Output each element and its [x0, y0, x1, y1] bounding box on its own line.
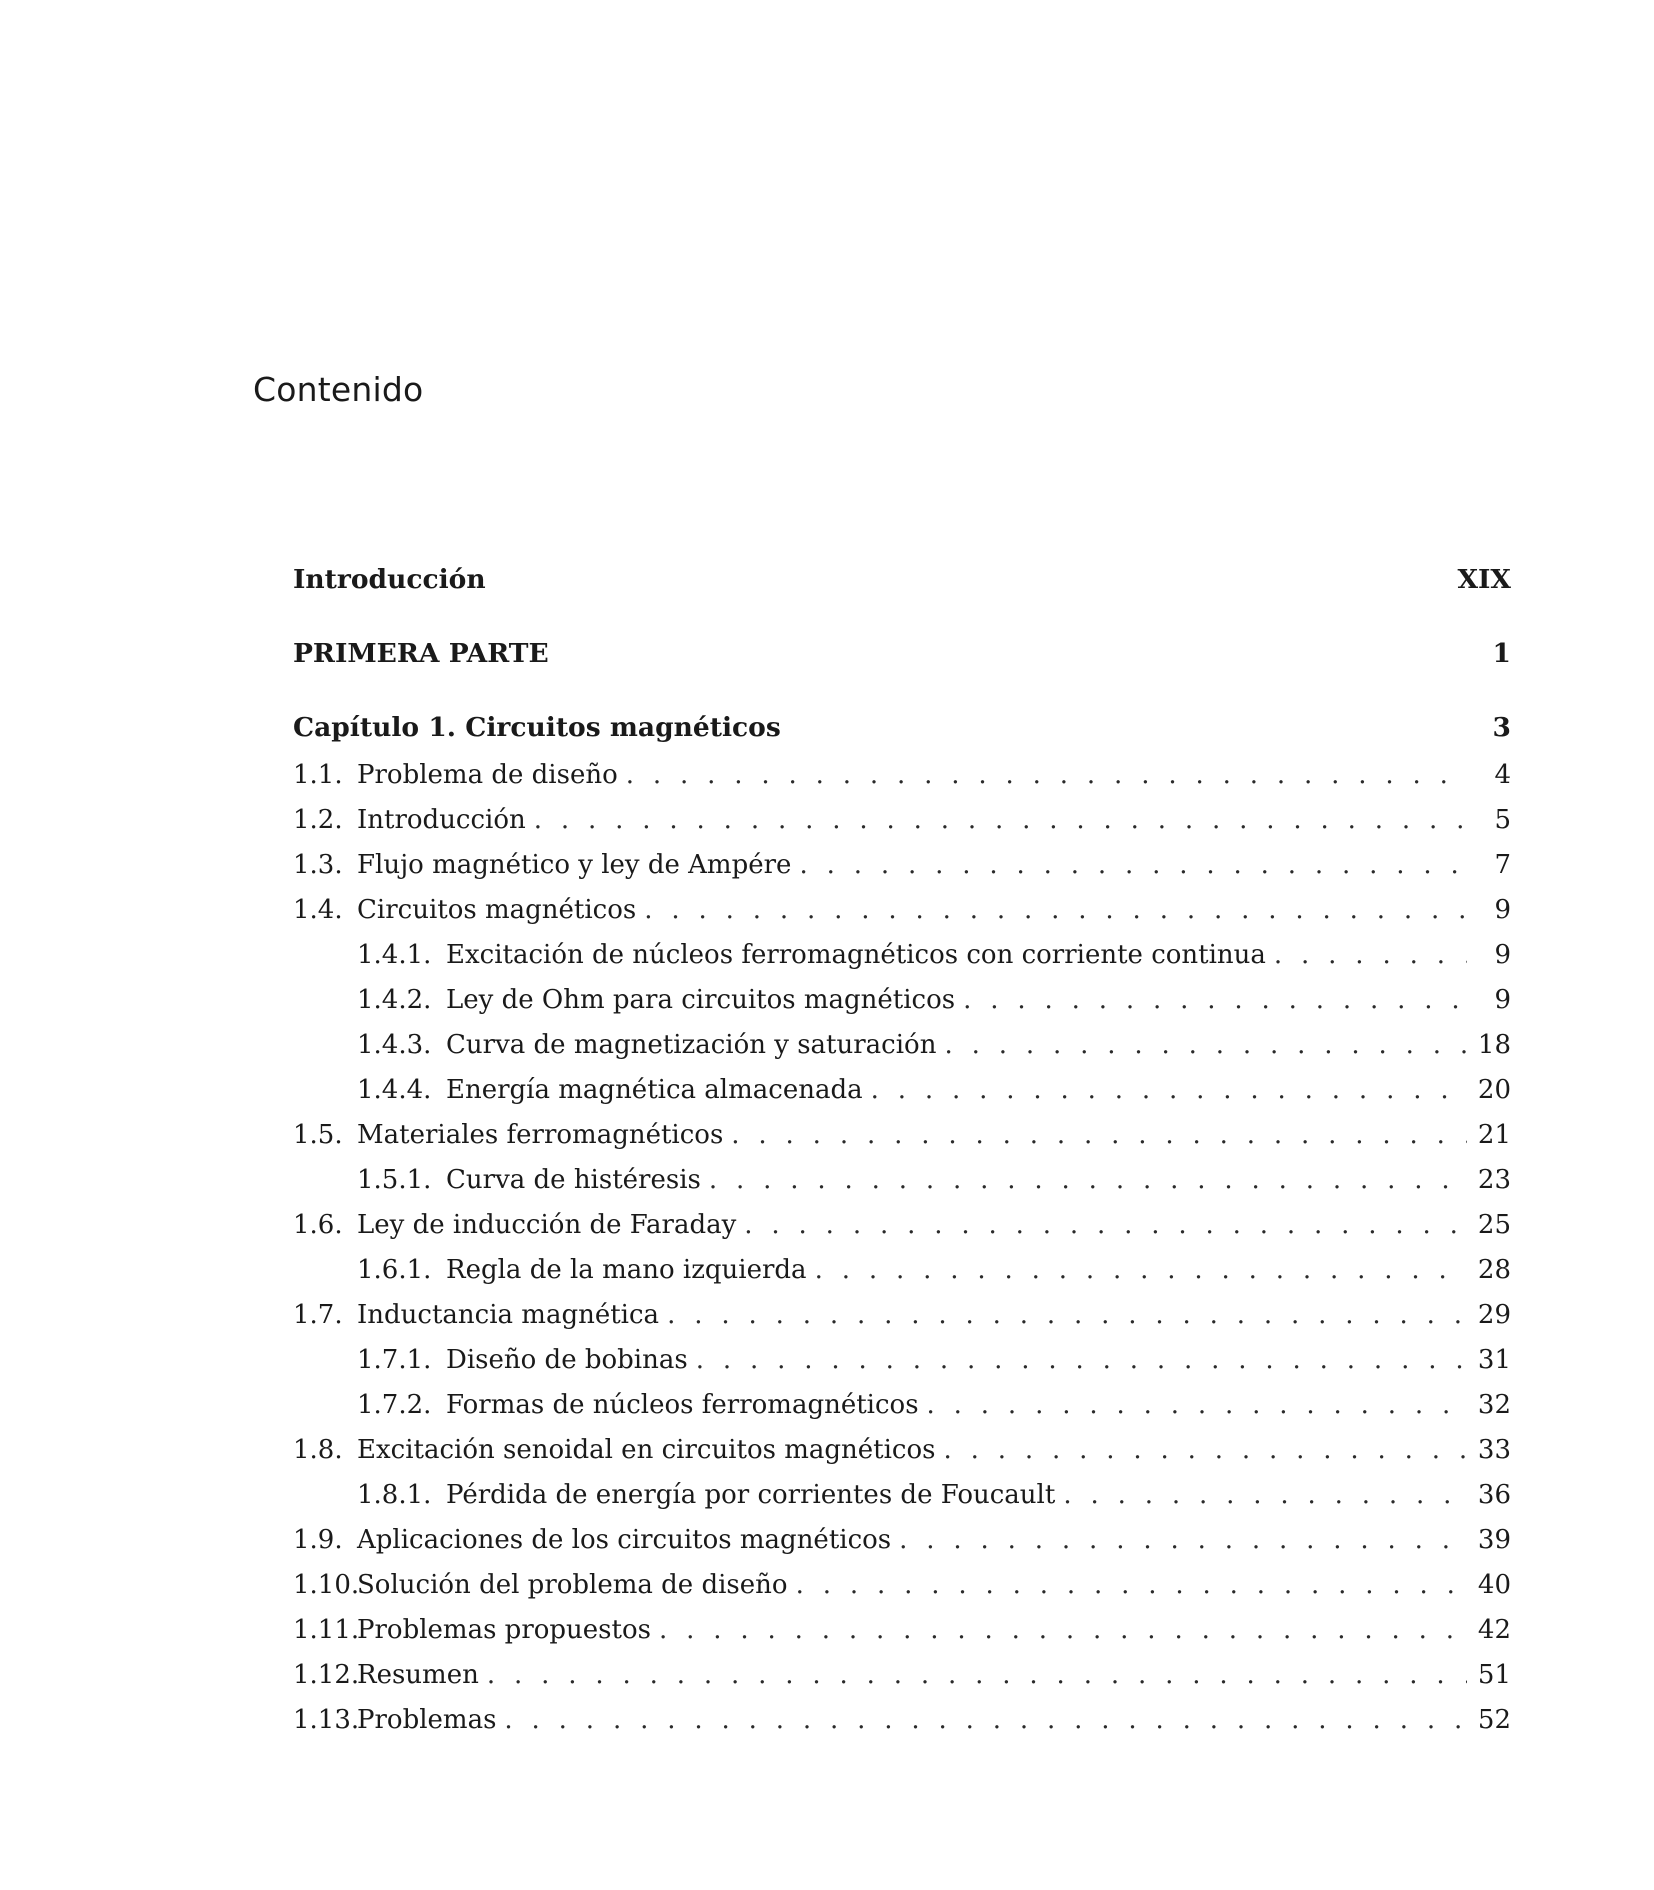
- toc-entry-number: 1.5.: [293, 1120, 343, 1150]
- toc-entry-label: Curva de histéresis: [446, 1165, 701, 1195]
- toc-entry-number: 1.11.: [293, 1615, 360, 1645]
- dot-leader: [927, 1383, 1467, 1428]
- toc-entry[interactable]: [293, 1293, 1511, 1338]
- toc-entry-label: Aplicaciones de los circuitos magnéticos: [357, 1525, 892, 1555]
- toc-entry-page: 21: [1477, 1120, 1511, 1150]
- dot-leader: [731, 1113, 1467, 1158]
- toc-entry-label: Ley de Ohm para circuitos magnéticos: [446, 985, 956, 1015]
- toc-entry-number: 1.7.2.: [357, 1390, 432, 1420]
- toc-entry-page: 9: [1494, 895, 1511, 925]
- dot-leader: [871, 1068, 1467, 1113]
- toc-entry[interactable]: [293, 1203, 1511, 1248]
- toc-entry-page: 31: [1477, 1345, 1511, 1375]
- dot-leader: [899, 1518, 1467, 1563]
- toc-entry-label: Ley de inducción de Faraday: [357, 1210, 737, 1240]
- toc-entry-label: Pérdida de energía por corrientes de Foucault: [446, 1480, 1056, 1510]
- toc-chapter-1[interactable]: [293, 703, 1511, 753]
- dot-leader: [1063, 1473, 1467, 1518]
- toc-entry-number: 1.3.: [293, 850, 343, 880]
- toc-entry-number: 1.7.1.: [357, 1345, 432, 1375]
- toc-entry-label: Circuitos magnéticos: [357, 895, 637, 925]
- toc-entry-number: 1.4.1.: [357, 940, 432, 970]
- toc-entry-number: 1.1.: [293, 760, 343, 790]
- dot-leader: [799, 843, 1467, 888]
- toc-entry-label: Flujo magnético y ley de Ampére: [357, 850, 792, 880]
- toc-entry-number: 1.13.: [293, 1705, 360, 1735]
- toc-entry-label: Inductancia magnética: [357, 1300, 660, 1330]
- dot-leader: [667, 1293, 1467, 1338]
- page-title: Contenido: [253, 370, 424, 409]
- toc-entry-number: 1.5.1.: [357, 1165, 432, 1195]
- toc-entry-page: 9: [1494, 940, 1511, 970]
- toc-entry[interactable]: [293, 1248, 1511, 1293]
- toc-entry-label: Problemas propuestos: [357, 1615, 651, 1645]
- toc-label: PRIMERA PARTE: [293, 638, 549, 669]
- toc-entry[interactable]: [293, 888, 1511, 933]
- toc-entry-label: Materiales ferromagnéticos: [357, 1120, 724, 1150]
- toc-front-primera-parte[interactable]: [293, 629, 1511, 679]
- dot-leader: [796, 1563, 1467, 1608]
- toc-entry[interactable]: [293, 1113, 1511, 1158]
- toc-entry-page: 4: [1494, 760, 1511, 790]
- toc-label: Capítulo 1. Circuitos magnéticos: [293, 712, 781, 743]
- toc-entry-number: 1.12.: [293, 1660, 360, 1690]
- toc-entry[interactable]: [293, 933, 1511, 978]
- toc-entry-number: 1.6.1.: [357, 1255, 432, 1285]
- dot-leader: [644, 888, 1467, 933]
- toc-entry[interactable]: [293, 1608, 1511, 1653]
- toc-entry-page: 23: [1477, 1165, 1511, 1195]
- dot-leader: [696, 1338, 1467, 1383]
- toc-entry[interactable]: [293, 1473, 1511, 1518]
- toc-entry-number: 1.10.: [293, 1570, 360, 1600]
- toc-entry-label: Solución del problema de diseño: [357, 1570, 788, 1600]
- toc-entry[interactable]: [293, 978, 1511, 1023]
- dot-leader: [487, 1653, 1467, 1698]
- toc-entry-page: 52: [1477, 1705, 1511, 1735]
- toc-entry-page: 29: [1477, 1300, 1511, 1330]
- toc-entry-label: Problema de diseño: [357, 760, 618, 790]
- toc-entry-label: Introducción: [357, 805, 526, 835]
- dot-leader: [709, 1158, 1467, 1203]
- toc-entry[interactable]: [293, 1653, 1511, 1698]
- toc-page: 3: [1492, 712, 1511, 743]
- toc-entries: [293, 753, 1511, 1743]
- toc-entry-page: 33: [1477, 1435, 1511, 1465]
- toc-entry-number: 1.9.: [293, 1525, 343, 1555]
- toc-entry[interactable]: [293, 843, 1511, 888]
- toc-label: Introducción: [293, 564, 486, 595]
- dot-leader: [504, 1698, 1467, 1743]
- toc-entry-label: Energía magnética almacenada: [446, 1075, 863, 1105]
- toc-page: XIX: [1457, 564, 1511, 595]
- dot-leader: [534, 798, 1467, 843]
- toc-entry[interactable]: [293, 1338, 1511, 1383]
- toc-entry-page: 40: [1477, 1570, 1511, 1600]
- toc-entry[interactable]: [293, 1383, 1511, 1428]
- toc-entry[interactable]: [293, 1428, 1511, 1473]
- toc-entry-label: Curva de magnetización y saturación: [446, 1030, 937, 1060]
- toc-entry-page: 51: [1477, 1660, 1511, 1690]
- toc-entry[interactable]: [293, 1698, 1511, 1743]
- toc-entry-number: 1.4.2.: [357, 985, 432, 1015]
- toc-entry-page: 36: [1477, 1480, 1511, 1510]
- toc-entry-label: Resumen: [357, 1660, 479, 1690]
- toc-entry-page: 5: [1494, 805, 1511, 835]
- dot-leader: [943, 1428, 1467, 1473]
- dot-leader: [815, 1248, 1467, 1293]
- toc-entry-number: 1.7.: [293, 1300, 343, 1330]
- toc-entry-number: 1.4.: [293, 895, 343, 925]
- toc-entry-page: 25: [1477, 1210, 1511, 1240]
- dot-leader: [944, 1023, 1467, 1068]
- toc-entry-label: Diseño de bobinas: [446, 1345, 688, 1375]
- dot-leader: [744, 1203, 1467, 1248]
- toc-entry-number: 1.8.: [293, 1435, 343, 1465]
- toc-entry-number: 1.4.3.: [357, 1030, 432, 1060]
- toc-entry-label: Regla de la mano izquierda: [446, 1255, 807, 1285]
- toc-entry[interactable]: [293, 1068, 1511, 1113]
- toc-entry-number: 1.2.: [293, 805, 343, 835]
- toc-entry[interactable]: [293, 1023, 1511, 1068]
- toc-entry-number: 1.8.1.: [357, 1480, 432, 1510]
- toc-entry-page: 32: [1477, 1390, 1511, 1420]
- toc-entry-label: Excitación senoidal en circuitos magnéticos: [357, 1435, 936, 1465]
- dot-leader: [626, 753, 1467, 798]
- toc-entry-page: 7: [1494, 850, 1511, 880]
- toc-entry[interactable]: [293, 1518, 1511, 1563]
- toc-entry-page: 42: [1477, 1615, 1511, 1645]
- toc-entry-number: 1.6.: [293, 1210, 343, 1240]
- toc-entry[interactable]: [293, 798, 1511, 843]
- dot-leader: [963, 978, 1467, 1023]
- toc-entry-label: Excitación de núcleos ferromagnéticos con corriente continua: [446, 940, 1266, 970]
- dot-leader: [659, 1608, 1467, 1653]
- toc-entry-page: 18: [1477, 1030, 1511, 1060]
- toc-entry[interactable]: [293, 1158, 1511, 1203]
- toc-entry-page: 28: [1477, 1255, 1511, 1285]
- toc-entry-number: 1.4.4.: [357, 1075, 432, 1105]
- toc-entry-label: Formas de núcleos ferromagnéticos: [446, 1390, 919, 1420]
- toc-entry[interactable]: [293, 753, 1511, 798]
- toc-entry-page: 39: [1477, 1525, 1511, 1555]
- toc-front-introduccion[interactable]: [293, 555, 1511, 605]
- toc-entry-page: 9: [1494, 985, 1511, 1015]
- toc-page: 1: [1492, 638, 1511, 669]
- dot-leader: [1274, 933, 1467, 978]
- toc-entry-label: Problemas: [357, 1705, 497, 1735]
- toc-entry-page: 20: [1477, 1075, 1511, 1105]
- table-of-contents: [293, 555, 1511, 1743]
- toc-entry[interactable]: [293, 1563, 1511, 1608]
